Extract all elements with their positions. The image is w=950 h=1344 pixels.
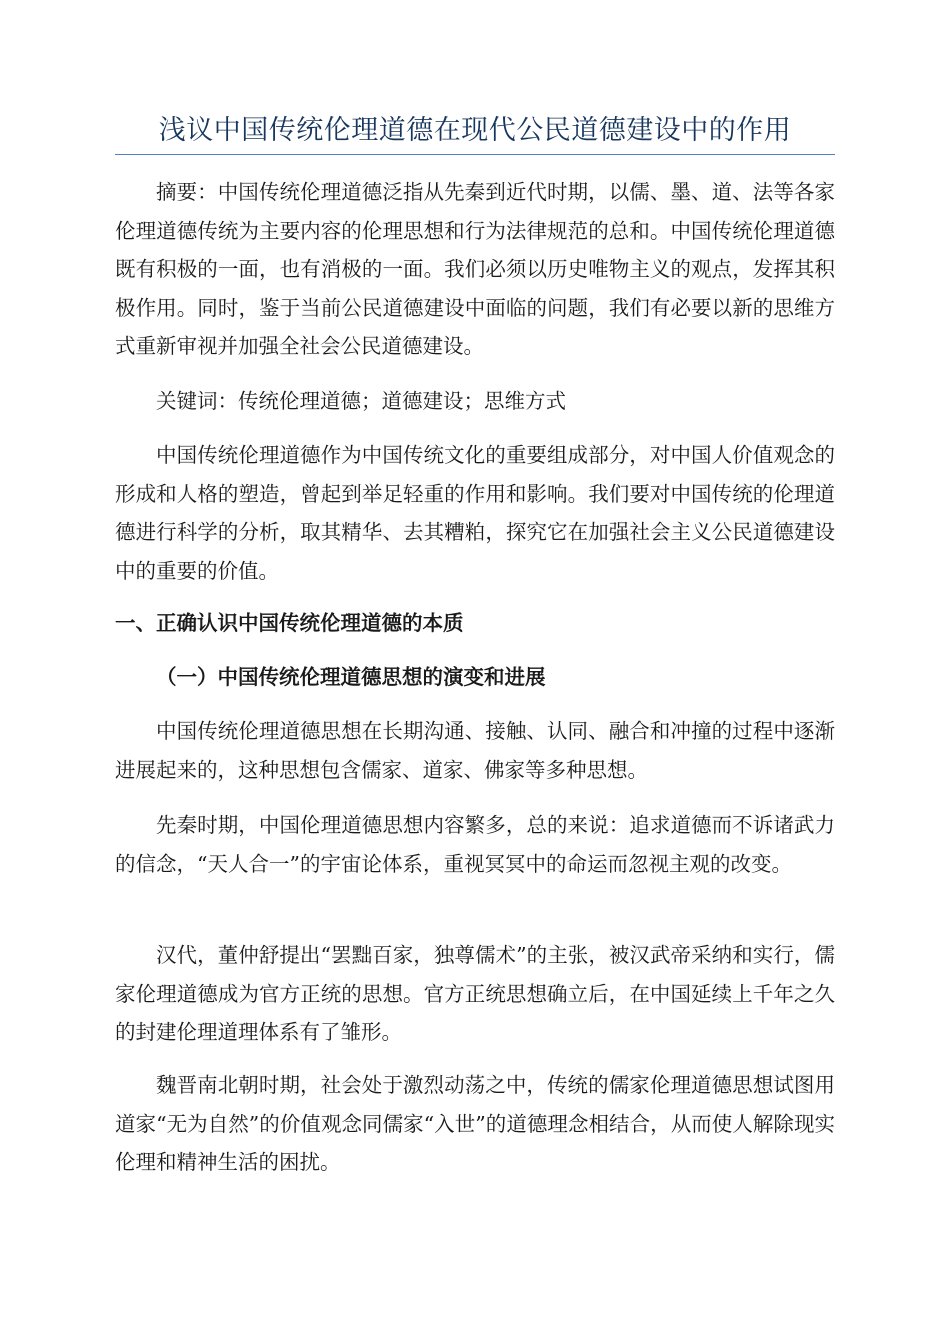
subsection-heading: （一）中国传统伦理道德思想的演变和进展 [156, 665, 546, 689]
section-heading: 一、正确认识中国传统伦理道德的本质 [115, 611, 464, 635]
intro-paragraph: 中国传统伦理道德作为中国传统文化的重要组成部分，对中国人价值观念的形成和人格的塑造，曾起到举足轻重的作用和影响。我们要对中国传统的伦理道德进行科学的分析，取其精华、去其糟粕，探究它在加强社会主义公民道德建设中的重要的价值。 [115, 443, 835, 583]
body-paragraph-2: 先秦时期，中国伦理道德思想内容繁多，总的来说：追求道德而不诉诸武力的信念，“天人合一”的宇宙论体系，重视冥冥中的命运而忽视主观的改变。 [115, 813, 835, 876]
abstract-paragraph: 摘要：中国传统伦理道德泛指从先秦到近代时期，以儒、墨、道、法等各家伦理道德传统为主要内容的伦理思想和行为法律规范的总和。中国传统伦理道德既有积极的一面，也有消极的一面。我们必须以历史唯物主义的观点，发挥其积极作用。同时，鉴于当前公民道德建设中面临的问题，我们有必要以新的思维方式重新审视并加强全社会公民道德建设。 [115, 180, 835, 358]
keywords-line: 关键词：传统伦理道德；道德建设；思维方式 [156, 389, 566, 413]
title-block [115, 112, 835, 155]
body-paragraph-4: 魏晋南北朝时期，社会处于激烈动荡之中，传统的儒家伦理道德思想试图用道家“无为自然”的价值观念同儒家“入世”的道德理念相结合，从而使人解除现实伦理和精神生活的困扰。 [115, 1073, 835, 1174]
body-paragraph-3: 汉代，董仲舒提出“罢黜百家，独尊儒术”的主张，被汉武帝采纳和实行，儒家伦理道德成为官方正统的思想。官方正统思想确立后，在中国延续上千年之久的封建伦理道理体系有了雏形。 [115, 943, 835, 1044]
body-paragraph-1: 中国传统伦理道德思想在长期沟通、接触、认同、融合和冲撞的过程中逐渐进展起来的，这种思想包含儒家、道家、佛家等多种思想。 [115, 719, 835, 782]
document-title: 浅议中国传统伦理道德在现代公民道德建设中的作用 [158, 115, 792, 146]
